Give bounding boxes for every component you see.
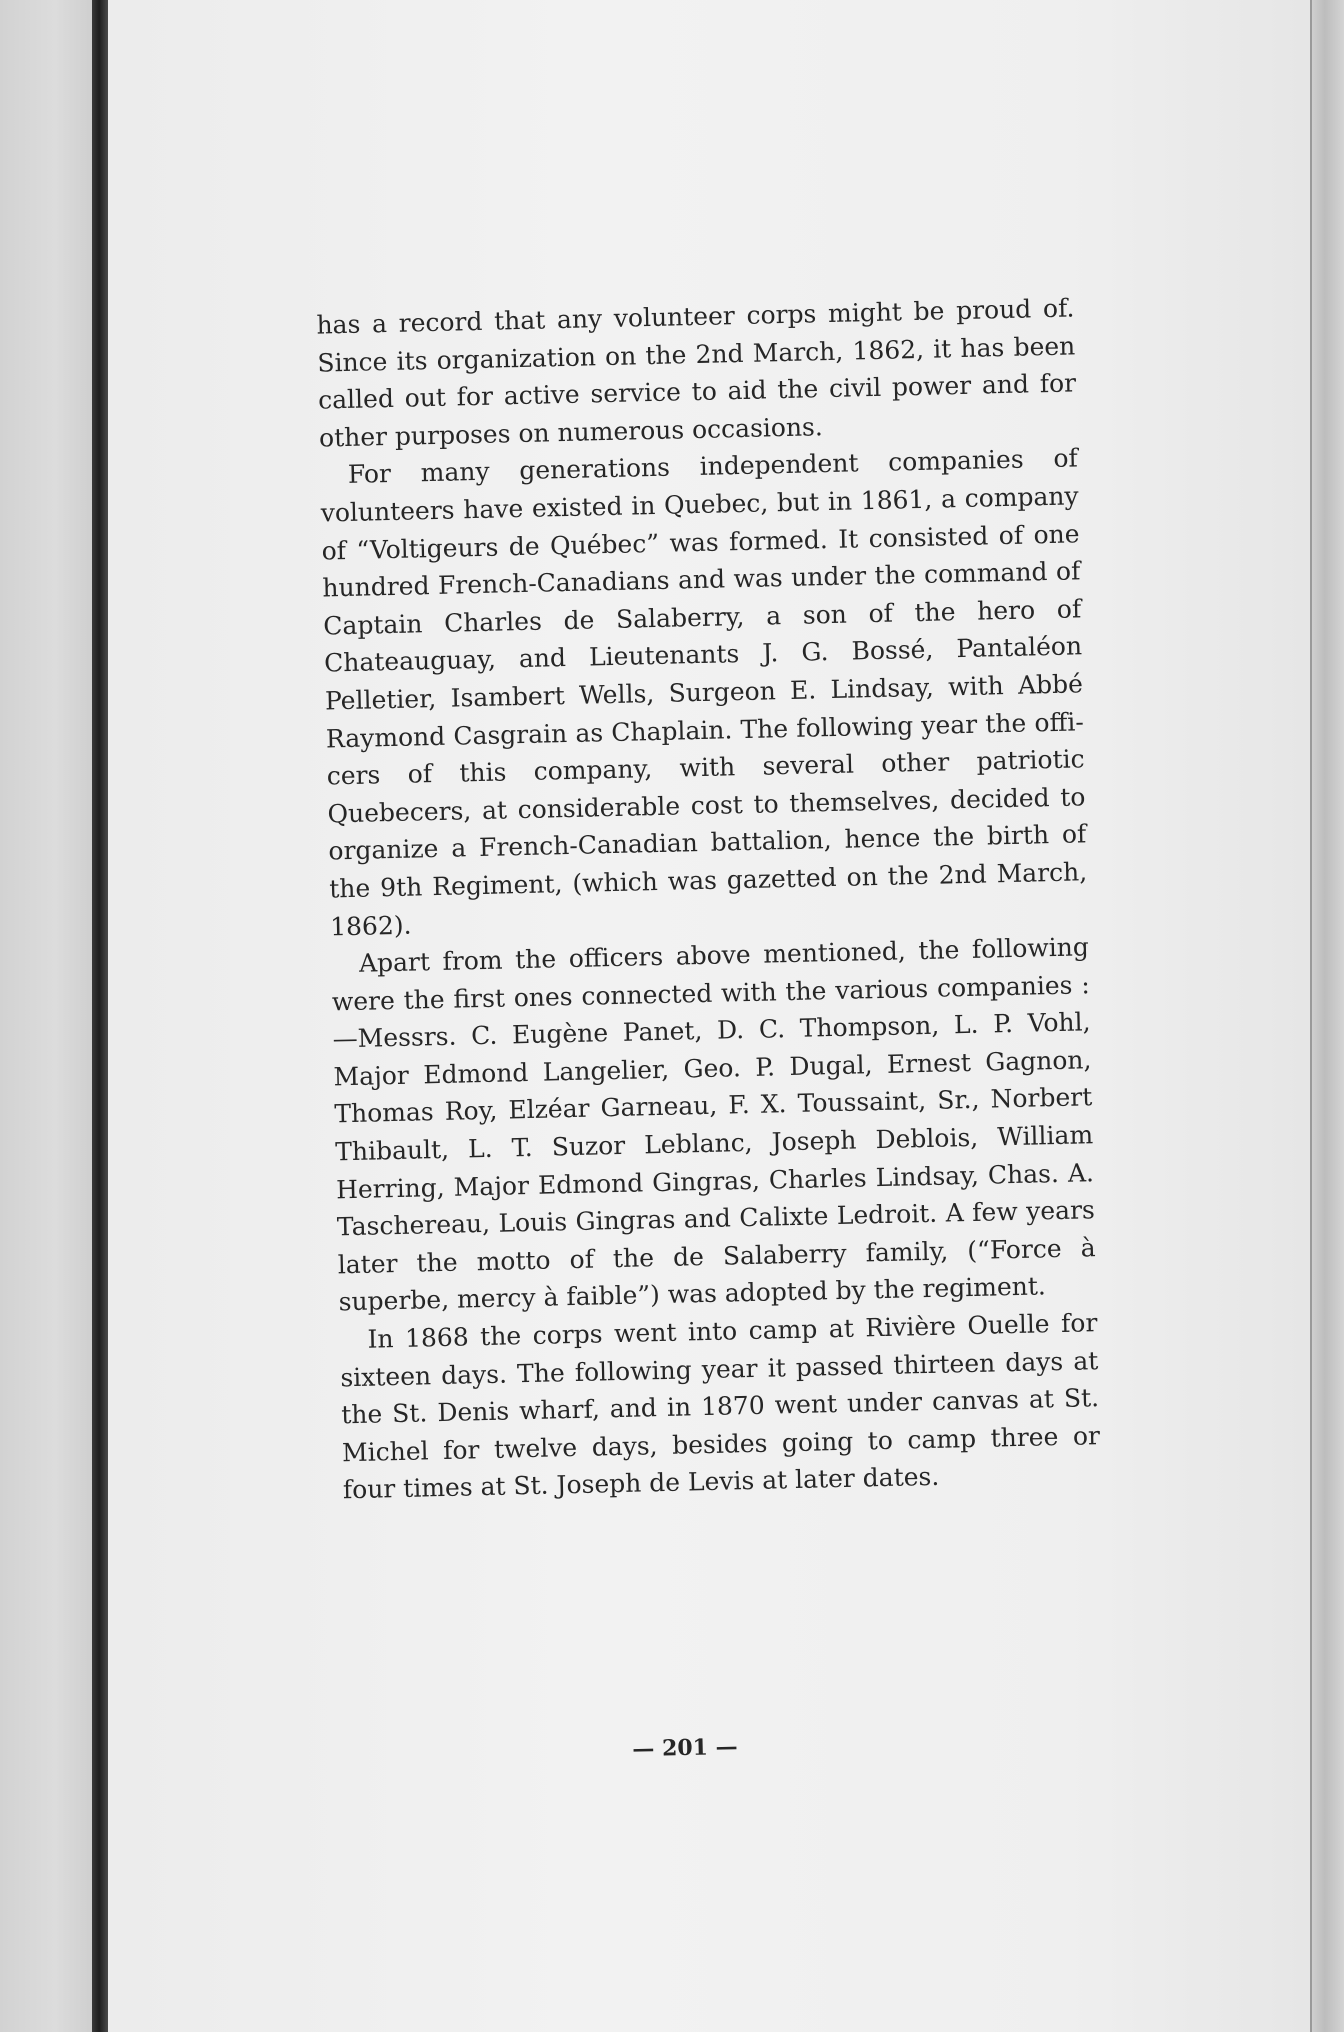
paragraph-officers: Apart from the officers above mentioned, the following were the first ones connected with the various companies :—Messrs. C. Eugène Panet, D. C. Thompson, L. P. Vohl, Major Edmond Langelier, Geo. P. Dugal, Ernest Gagnon, Thomas Roy, Elzéar Garneau, F. X. Toussaint, Sr., Norbert Thibault, L. T. Suzor Leblanc, Joseph Deblois, William Herring, Major Edmond Gingras, Charles Lindsay, Chas. A. Taschereau, Louis Gingras and Calixte Ledroit. A few years later the motto of the de Salaberry family, (“Force à superbe, mercy à faible”) was adopted by the regiment. [331, 932, 1096, 1317]
book-gutter [92, 0, 108, 2032]
paragraph-camps: In 1868 the corps went into camp at Rivière Ouelle for sixteen days. The following year it passed thirteen days at the St. Denis wharf, and in 1870 went under canvas at St. Michel for twelve days, besides going to camp three or four times at St. Joseph de Levis at later dates. [340, 1308, 1101, 1505]
page-number: — 201 — [632, 1733, 738, 1763]
left-page-edge [0, 0, 92, 2032]
paragraph-continuation: has a record that any volunteer corps might be proud of. Since its organization on the 2nd March, 1862, it has been called out for active service to aid the civil power and for other purposes on numerous occasions. [316, 293, 1077, 453]
body-text [316, 289, 1101, 1509]
right-page-edge [1310, 0, 1344, 2032]
paragraph-voltigeurs: For many generations independent companies of volunteers have existed in Quebec, but in 1861, a company of “Voltigeurs de Québec” was formed. It consisted of one hundred French-Canadians and was under the command of Captain Charles de Salaberry, a son of the hero of Chateauguay, and Lieutenants J. G. Bossé, Pantaléon Pelletier, Isambert Wells, Surgeon E. Lindsay, with Abbé Raymond Casgrain as Chaplain. The following year the officers of this company, with several other patriotic Quebecers, at considerable cost to themselves, decided to organize a French-Canadian battalion, hence the birth of the 9th Regiment, (which was gazetted on the 2nd March, 1862). [320, 443, 1088, 941]
